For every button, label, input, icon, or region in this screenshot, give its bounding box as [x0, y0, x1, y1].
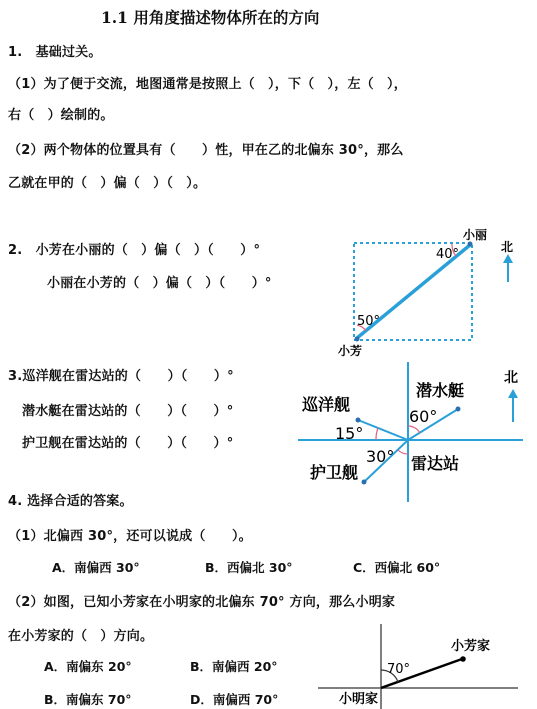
s4-q1: （1）北偏西 30°，还可以说成（ ）。 [8, 529, 252, 544]
q1-line2: 右（ ）绘制的。 [8, 108, 114, 123]
s4-q2-line1: （2）如图，已知小芳家在小明家的北偏东 70° 方向，那么小明家 [8, 595, 396, 610]
point-xiaoli [468, 242, 473, 247]
s4-q1-option-a: A．南偏西 30° [52, 560, 140, 575]
s4-q2-option-b: B．南偏西 20° [190, 659, 278, 674]
point-xiaofang [355, 337, 360, 342]
point-frigate [362, 480, 367, 485]
s2-line2: 小丽在小芳的（ ）偏（ ）（ ）° [47, 276, 272, 291]
point-submarine [456, 407, 461, 412]
s2-line1: 2. 小芳在小丽的（ ）偏（ ）（ ）° [8, 243, 261, 258]
s4-q2-option-a: A．南偏东 20° [44, 659, 132, 674]
angle-arc-30 [398, 450, 408, 454]
label-xiaoming-home: 小明家 [339, 692, 379, 707]
s3-line2: 潜水艇在雷达站的（ ）（ ）° [22, 404, 234, 419]
radar-diagram [298, 362, 533, 502]
north-arrowhead-icon [503, 254, 513, 263]
angle-70-label: 70° [387, 662, 411, 677]
angle-15-label: 15° [335, 424, 364, 443]
s4-q2-option-c: B．南偏东 70° [44, 692, 132, 707]
label-frigate: 护卫舰 [310, 463, 359, 482]
angle-50-label: 50° [357, 314, 381, 329]
label-cruiser: 巡洋舰 [302, 395, 351, 414]
s4-q2-option-d: D．南偏西 70° [190, 692, 279, 707]
rectangle-diagram [330, 225, 530, 360]
angle-arc-60 [408, 426, 420, 433]
s3-line3: 护卫舰在雷达站的（ ）（ ）° [22, 436, 234, 451]
label-radar: 雷达站 [411, 454, 460, 473]
north-label: 北 [501, 240, 514, 254]
line-cruiser [358, 420, 408, 440]
north-arrowhead-icon [508, 389, 518, 398]
page-title: 1.1 用角度描述物体所在的方向 [101, 8, 320, 27]
section1-header: 1. 基础过关。 [8, 45, 102, 60]
point-cruiser [356, 418, 361, 423]
q1-line1: （1）为了便于交流，地图通常是按照上（ ），下（ ），左（ ）， [8, 77, 407, 92]
angle-60-label: 60° [409, 407, 438, 426]
angle-30-label: 30° [366, 447, 395, 466]
label-submarine: 潜水艇 [416, 381, 465, 400]
s4-q2-line2: 在小芳家的（ ）方向。 [8, 629, 154, 644]
north-label-2: 北 [504, 370, 518, 386]
angle-arc-15 [376, 428, 378, 440]
s4-q1-option-c: C．西偏北 60° [353, 560, 441, 575]
q2-line1: （2）两个物体的位置具有（ ）性，甲在乙的北偏东 30°，那么 [8, 143, 404, 158]
section4-header: 4. 选择合适的答案。 [8, 494, 133, 509]
angle-40-label: 40° [436, 247, 460, 262]
s4-q1-option-b: B．西偏北 30° [205, 560, 293, 575]
home-diagram [318, 622, 530, 709]
point-xiaofang-home [460, 656, 466, 662]
label-xiaoli: 小丽 [463, 228, 488, 242]
q2-line2: 乙就在甲的（ ）偏（ ）（ ）。 [8, 176, 207, 191]
label-xiaofang: 小芳 [338, 344, 363, 358]
label-xiaofang-home: 小芳家 [451, 639, 491, 654]
s3-line1: 3.巡洋舰在雷达站的（ ）（ ）° [8, 369, 234, 384]
